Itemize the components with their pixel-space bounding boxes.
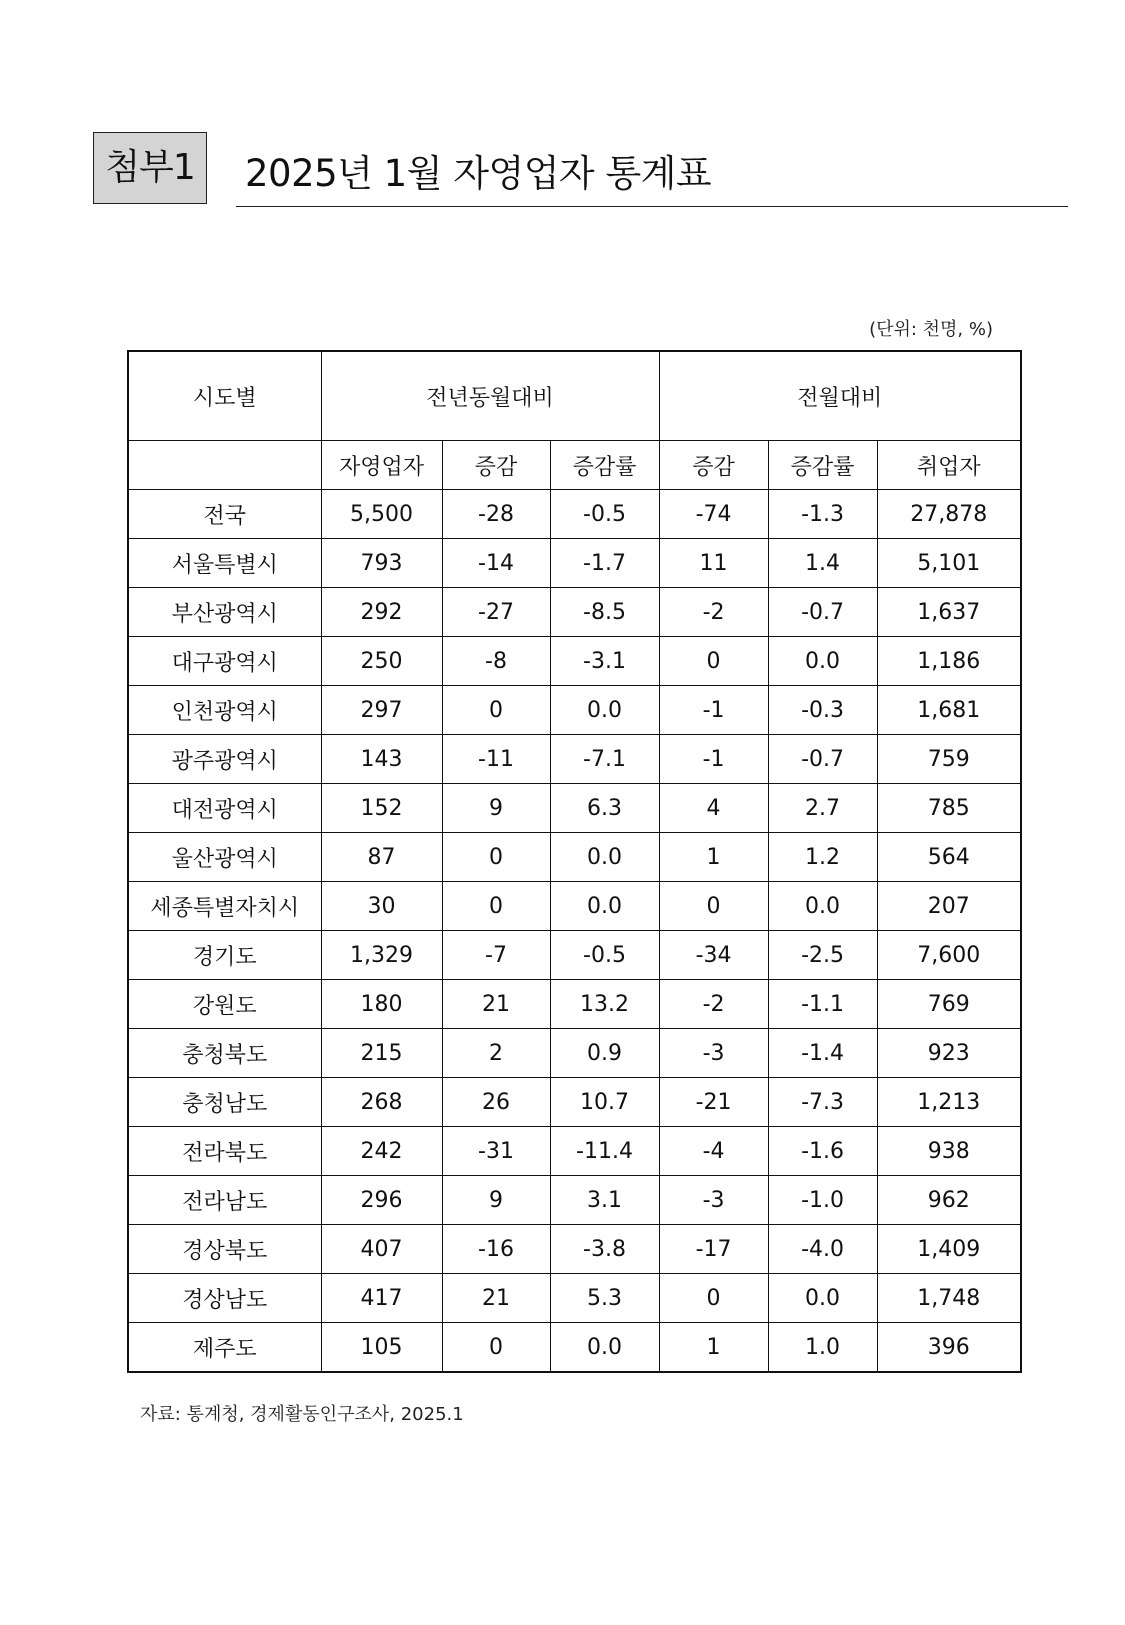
yoy-change-cell: -28 [442, 490, 550, 539]
self-employed-cell: 407 [321, 1225, 442, 1274]
mom-rate-cell: -7.3 [768, 1078, 877, 1127]
self-employed-cell: 180 [321, 980, 442, 1029]
attachment-badge: 첨부1 [93, 132, 207, 204]
self-employed-cell: 152 [321, 784, 442, 833]
yoy-change-cell: 26 [442, 1078, 550, 1127]
yoy-rate-cell: 3.1 [550, 1176, 659, 1225]
employed-cell: 923 [877, 1029, 1021, 1078]
self-employed-cell: 215 [321, 1029, 442, 1078]
mom-change-cell: -74 [659, 490, 768, 539]
col-header-yoy-rate: 증감률 [550, 441, 659, 490]
mom-change-cell: -2 [659, 588, 768, 637]
col-header-mom-rate: 증감률 [768, 441, 877, 490]
mom-change-cell: -1 [659, 735, 768, 784]
mom-change-cell: -3 [659, 1029, 768, 1078]
yoy-change-cell: -31 [442, 1127, 550, 1176]
yoy-rate-cell: -3.1 [550, 637, 659, 686]
table-row [128, 637, 1021, 686]
yoy-change-cell: 21 [442, 1274, 550, 1323]
yoy-change-cell: 21 [442, 980, 550, 1029]
yoy-change-cell: -11 [442, 735, 550, 784]
employed-cell: 396 [877, 1323, 1021, 1373]
yoy-change-cell: 2 [442, 1029, 550, 1078]
table-row [128, 1323, 1021, 1373]
table-row [128, 735, 1021, 784]
employed-cell: 1,213 [877, 1078, 1021, 1127]
mom-rate-cell: -0.3 [768, 686, 877, 735]
self-employed-cell: 242 [321, 1127, 442, 1176]
yoy-rate-cell: 13.2 [550, 980, 659, 1029]
header-row-sub [128, 441, 1021, 490]
mom-rate-cell: 0.0 [768, 637, 877, 686]
mom-rate-cell: -1.1 [768, 980, 877, 1029]
col-header-employed: 취업자 [877, 441, 1021, 490]
region-subheader-empty [128, 441, 321, 490]
region-cell: 대구광역시 [128, 637, 321, 686]
yoy-rate-cell: -0.5 [550, 490, 659, 539]
table-row [128, 1078, 1021, 1127]
yoy-rate-cell: 0.0 [550, 1323, 659, 1373]
yoy-change-cell: 0 [442, 882, 550, 931]
region-cell: 충청북도 [128, 1029, 321, 1078]
self-employed-cell: 143 [321, 735, 442, 784]
mom-rate-cell: 2.7 [768, 784, 877, 833]
self-employed-cell: 87 [321, 833, 442, 882]
employed-cell: 759 [877, 735, 1021, 784]
col-header-self-employed: 자영업자 [321, 441, 442, 490]
table-row [128, 588, 1021, 637]
table-row [128, 1225, 1021, 1274]
col-header-yoy-change: 증감 [442, 441, 550, 490]
self-employed-cell: 793 [321, 539, 442, 588]
table-row [128, 833, 1021, 882]
mom-rate-cell: -1.3 [768, 490, 877, 539]
employed-cell: 564 [877, 833, 1021, 882]
yoy-change-cell: 9 [442, 1176, 550, 1225]
region-cell: 세종특별자치시 [128, 882, 321, 931]
self-employed-cell: 417 [321, 1274, 442, 1323]
region-cell: 대전광역시 [128, 784, 321, 833]
employed-cell: 1,409 [877, 1225, 1021, 1274]
region-cell: 광주광역시 [128, 735, 321, 784]
mom-change-cell: -17 [659, 1225, 768, 1274]
yoy-change-cell: 0 [442, 833, 550, 882]
mom-change-cell: -4 [659, 1127, 768, 1176]
mom-rate-cell: 1.4 [768, 539, 877, 588]
employed-cell: 1,748 [877, 1274, 1021, 1323]
mom-rate-cell: -0.7 [768, 735, 877, 784]
table-row [128, 784, 1021, 833]
mom-rate-cell: -1.4 [768, 1029, 877, 1078]
yoy-change-cell: -14 [442, 539, 550, 588]
source-note: 자료: 통계청, 경제활동인구조사, 2025.1 [140, 1404, 464, 1425]
mom-change-cell: 0 [659, 882, 768, 931]
region-cell: 경상북도 [128, 1225, 321, 1274]
yoy-change-cell: -16 [442, 1225, 550, 1274]
self-employed-cell: 5,500 [321, 490, 442, 539]
page-title: 2025년 1월 자영업자 통계표 [245, 152, 712, 195]
mom-rate-cell: 1.2 [768, 833, 877, 882]
table-row [128, 686, 1021, 735]
table-row [128, 490, 1021, 539]
employed-cell: 1,186 [877, 637, 1021, 686]
employed-cell: 7,600 [877, 931, 1021, 980]
yoy-rate-cell: 10.7 [550, 1078, 659, 1127]
mom-rate-cell: -2.5 [768, 931, 877, 980]
employed-cell: 5,101 [877, 539, 1021, 588]
table-body [128, 490, 1021, 1373]
region-cell: 인천광역시 [128, 686, 321, 735]
yoy-rate-cell: 5.3 [550, 1274, 659, 1323]
mom-change-cell: -3 [659, 1176, 768, 1225]
employed-cell: 1,681 [877, 686, 1021, 735]
employed-cell: 207 [877, 882, 1021, 931]
yoy-change-cell: -8 [442, 637, 550, 686]
yoy-rate-cell: -11.4 [550, 1127, 659, 1176]
mom-change-cell: 11 [659, 539, 768, 588]
yoy-rate-cell: 0.0 [550, 882, 659, 931]
table-row [128, 1176, 1021, 1225]
unit-note: (단위: 천명, %) [869, 319, 993, 340]
mom-change-cell: 1 [659, 1323, 768, 1373]
mom-rate-cell: -1.6 [768, 1127, 877, 1176]
mom-change-cell: -1 [659, 686, 768, 735]
title-underline [236, 206, 1068, 207]
yoy-change-cell: 0 [442, 1323, 550, 1373]
yoy-rate-cell: 0.9 [550, 1029, 659, 1078]
table-row [128, 1274, 1021, 1323]
table-row [128, 1029, 1021, 1078]
self-employed-cell: 1,329 [321, 931, 442, 980]
yoy-rate-cell: -0.5 [550, 931, 659, 980]
yoy-rate-cell: -8.5 [550, 588, 659, 637]
mom-rate-cell: -0.7 [768, 588, 877, 637]
region-header: 시도별 [128, 351, 321, 441]
employed-cell: 785 [877, 784, 1021, 833]
region-cell: 충청남도 [128, 1078, 321, 1127]
yoy-rate-cell: 0.0 [550, 833, 659, 882]
mom-change-cell: -34 [659, 931, 768, 980]
header-row-top [128, 351, 1021, 441]
mom-rate-cell: 0.0 [768, 882, 877, 931]
mom-change-cell: -21 [659, 1078, 768, 1127]
mom-change-cell: 0 [659, 637, 768, 686]
self-employed-cell: 296 [321, 1176, 442, 1225]
yoy-group-header: 전년동월대비 [321, 351, 659, 441]
region-cell: 경기도 [128, 931, 321, 980]
region-cell: 제주도 [128, 1323, 321, 1373]
yoy-change-cell: -7 [442, 931, 550, 980]
table-row [128, 1127, 1021, 1176]
mom-change-cell: 4 [659, 784, 768, 833]
mom-change-cell: 0 [659, 1274, 768, 1323]
region-cell: 전국 [128, 490, 321, 539]
yoy-rate-cell: 6.3 [550, 784, 659, 833]
region-cell: 서울특별시 [128, 539, 321, 588]
self-employed-cell: 30 [321, 882, 442, 931]
table-row [128, 931, 1021, 980]
region-cell: 전라남도 [128, 1176, 321, 1225]
yoy-change-cell: 0 [442, 686, 550, 735]
yoy-rate-cell: -7.1 [550, 735, 659, 784]
region-cell: 전라북도 [128, 1127, 321, 1176]
region-cell: 부산광역시 [128, 588, 321, 637]
yoy-rate-cell: -1.7 [550, 539, 659, 588]
region-cell: 강원도 [128, 980, 321, 1029]
table-row [128, 882, 1021, 931]
employed-cell: 1,637 [877, 588, 1021, 637]
mom-change-cell: -2 [659, 980, 768, 1029]
self-employed-cell: 250 [321, 637, 442, 686]
mom-group-header: 전월대비 [659, 351, 1021, 441]
employed-cell: 938 [877, 1127, 1021, 1176]
mom-rate-cell: 0.0 [768, 1274, 877, 1323]
yoy-rate-cell: 0.0 [550, 686, 659, 735]
region-cell: 울산광역시 [128, 833, 321, 882]
self-employed-cell: 105 [321, 1323, 442, 1373]
yoy-change-cell: -27 [442, 588, 550, 637]
mom-rate-cell: 1.0 [768, 1323, 877, 1373]
self-employed-cell: 268 [321, 1078, 442, 1127]
mom-rate-cell: -1.0 [768, 1176, 877, 1225]
table-row [128, 539, 1021, 588]
employed-cell: 27,878 [877, 490, 1021, 539]
mom-rate-cell: -4.0 [768, 1225, 877, 1274]
self-employed-cell: 292 [321, 588, 442, 637]
table-row [128, 980, 1021, 1029]
employed-cell: 962 [877, 1176, 1021, 1225]
yoy-rate-cell: -3.8 [550, 1225, 659, 1274]
self-employed-cell: 297 [321, 686, 442, 735]
employed-cell: 769 [877, 980, 1021, 1029]
mom-change-cell: 1 [659, 833, 768, 882]
yoy-change-cell: 9 [442, 784, 550, 833]
col-header-mom-change: 증감 [659, 441, 768, 490]
self-employed-stats-table [127, 350, 1022, 1373]
region-cell: 경상남도 [128, 1274, 321, 1323]
